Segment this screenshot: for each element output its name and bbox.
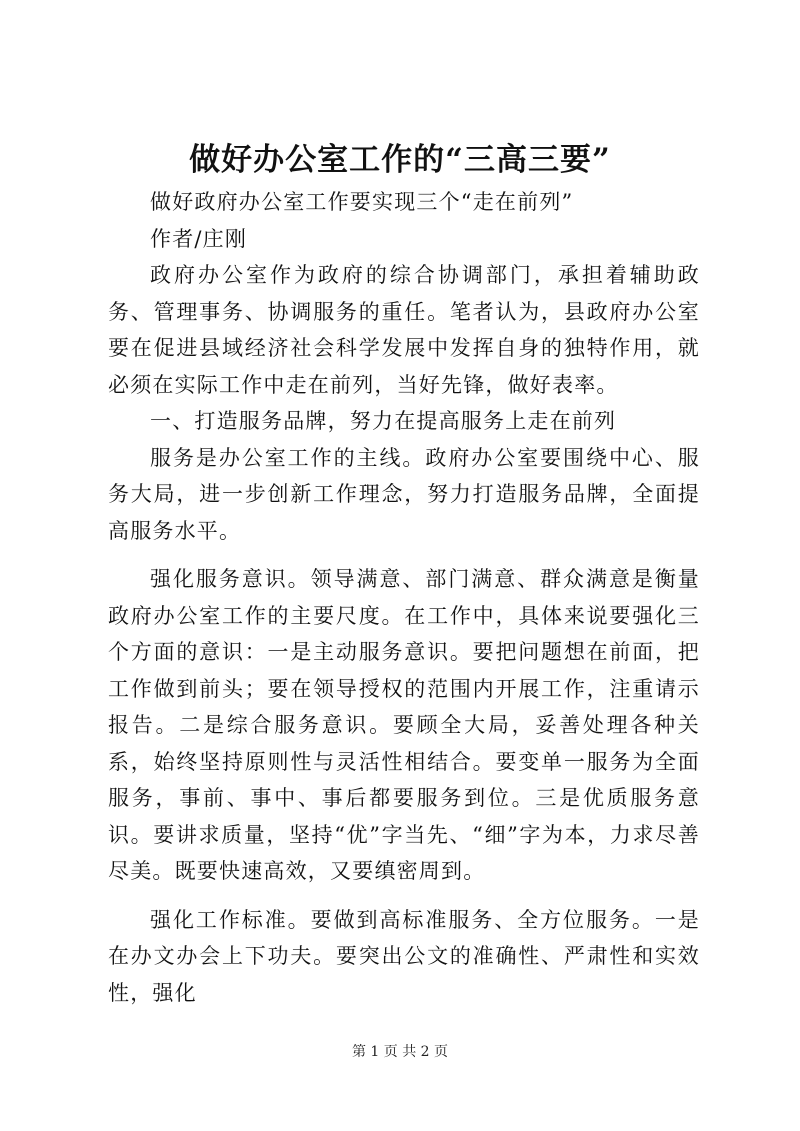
body-paragraph: 服务是办公室工作的主线。政府办公室要围绕中心、服务大局，进一步创新工作理念，努力打造服务品牌，全面提高服务水平。	[108, 445, 700, 543]
page-footer: 第 1 页 共 2 页	[351, 1044, 449, 1060]
section-heading: 一、打造服务品牌，努力在提高服务上走在前列	[150, 409, 617, 433]
intro-paragraph: 政府办公室作为政府的综合协调部门，承担着辅助政务、管理事务、协调服务的重任。笔者认为，县政府办公室要在促进县域经济社会科学发展中发挥自身的独特作用，就必须在实际工作中走在前列，当好先锋，做好表率。	[108, 263, 700, 397]
document-title: 做好办公室工作的“三高三要”	[189, 142, 611, 178]
author-paragraph: 作者/庄刚	[150, 226, 248, 251]
body-paragraph: 强化服务意识。领导满意、部门满意、群众满意是衡量政府办公室工作的主要尺度。在工作中，具体来说要强化三个方面的意识：一是主动服务意识。要把问题想在前面，把工作做到前头；要在领导授权的范围内开展工作，注重请示报告。二是综合服务意识。要顾全大局，妥善处理各种关系，始终坚持原则性与灵活性相结合。要变单一服务为全面服务，事前、事中、事后都要服务到位。三是优质服务意识。要讲求质量，坚持“优”字当先、“细”字为本，力求尽善尽美。既要快速高效，又要缜密周到。	[108, 567, 700, 883]
subtitle-paragraph: 做好政府办公室工作要实现三个“走在前列”	[150, 190, 574, 214]
body-paragraph: 强化工作标准。要做到高标准服务、全方位服务。一是在办文办会上下功夫。要突出公文的准确性、严肃性和实效性，强化	[108, 907, 700, 1005]
document-body	[108, 184, 700, 1011]
